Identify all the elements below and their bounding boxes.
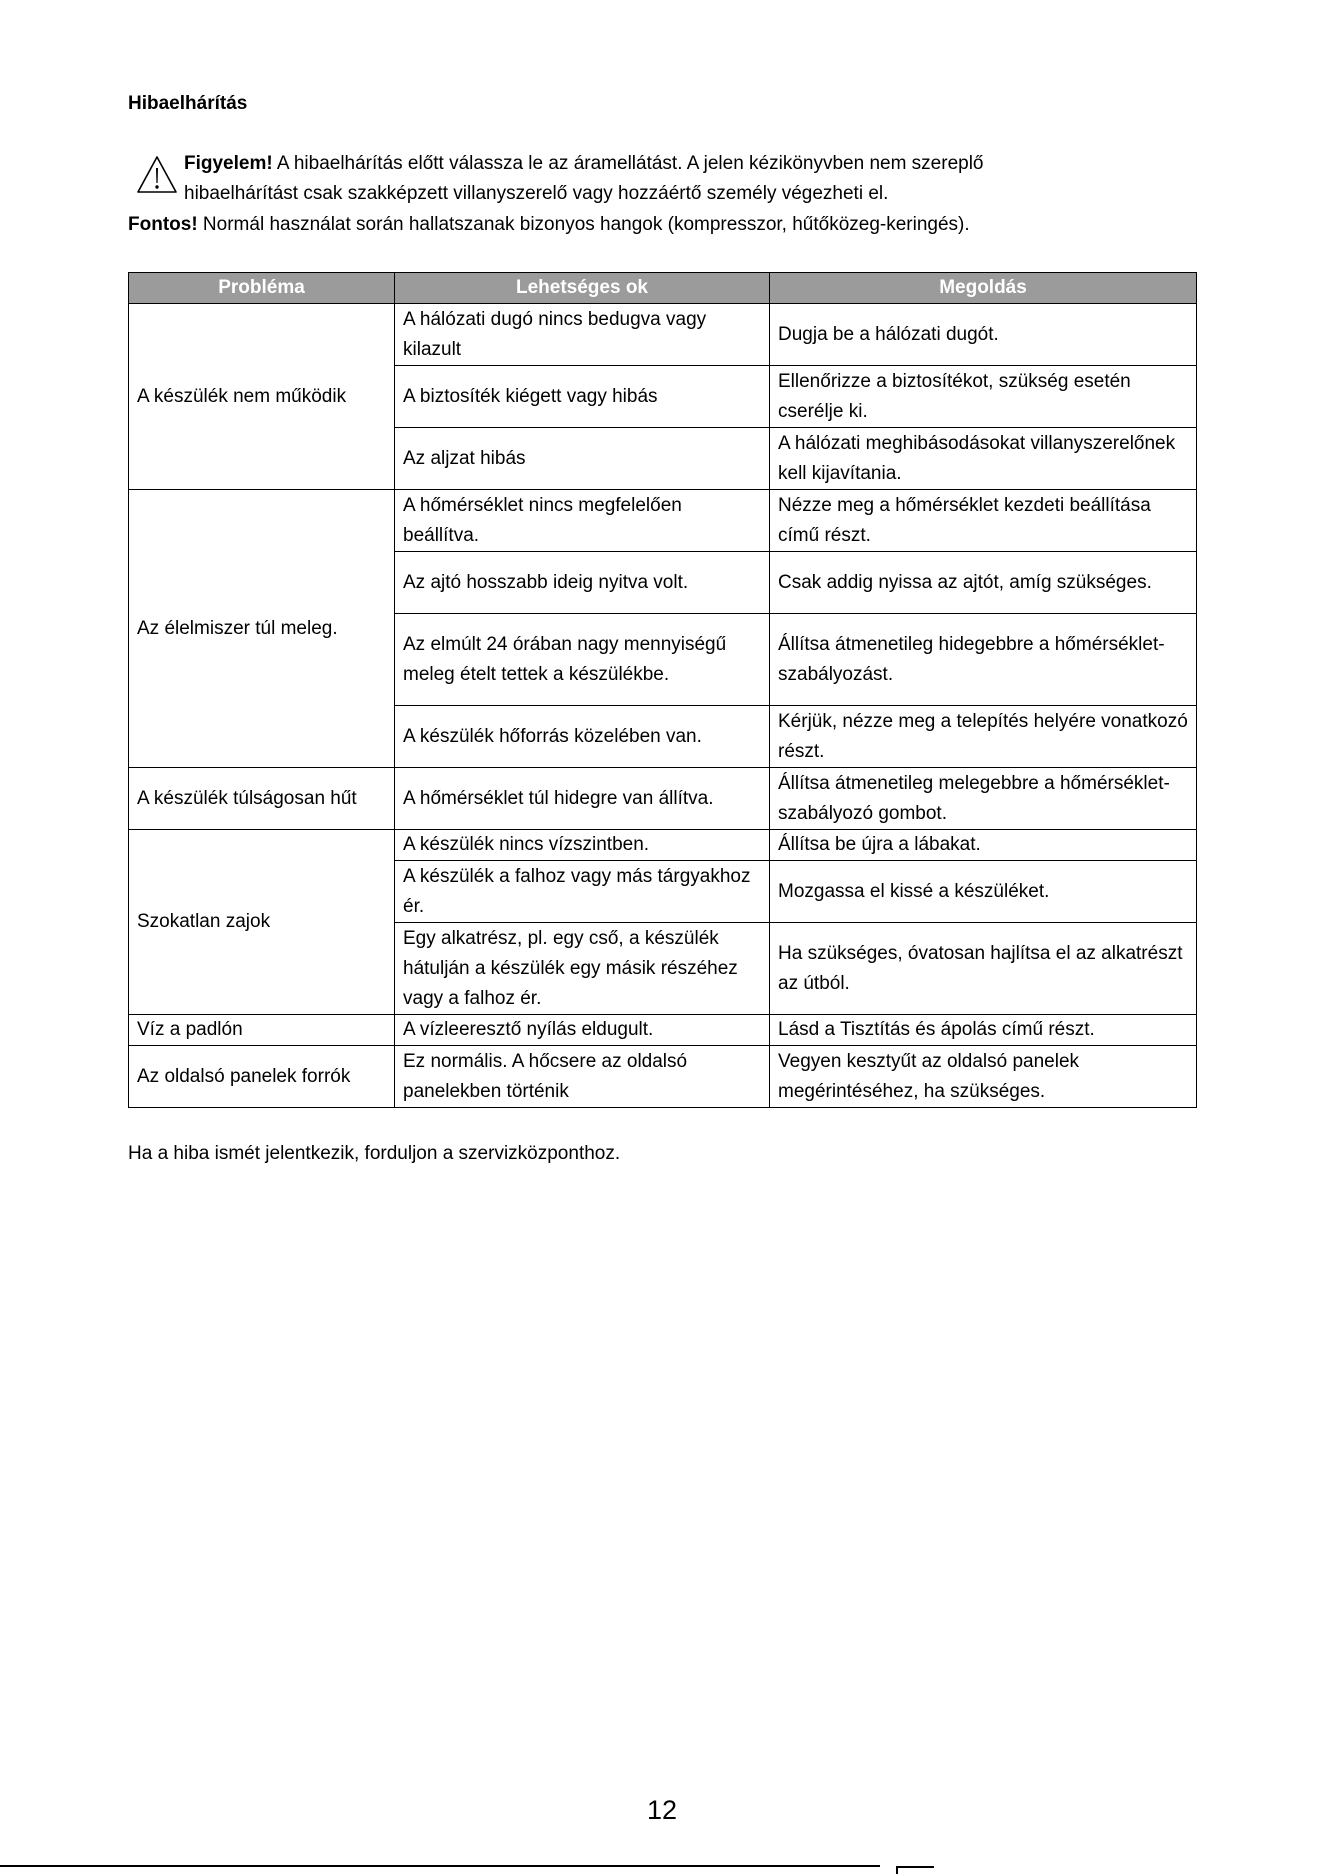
bottom-corner-mark: [896, 1866, 934, 1874]
table-row: [129, 768, 1197, 830]
table-row: [129, 490, 1197, 552]
bottom-rule: [0, 1865, 880, 1867]
solution-cell: Nézze meg a hőmérséklet kezdeti beállítása című részt.: [770, 490, 1197, 552]
problem-cell: Szokatlan zajok: [129, 830, 395, 1015]
solution-cell: Dugja be a hálózati dugót.: [770, 304, 1197, 366]
solution-cell: Mozgassa el kissé a készüléket.: [770, 861, 1197, 923]
cause-cell: Egy alkatrész, pl. egy cső, a készülék hátulján a készülék egy másik részéhez vagy a falhoz ér.: [395, 923, 770, 1015]
cause-cell: A készülék hőforrás közelében van.: [395, 706, 770, 768]
table-header-row: [129, 273, 1197, 304]
header-problem: Probléma: [129, 273, 395, 304]
solution-cell: Csak addig nyissa az ajtót, amíg szükséges.: [770, 552, 1197, 614]
solution-cell: Állítsa átmenetileg melegebbre a hőmérséklet-szabályozó gombot.: [770, 768, 1197, 830]
cause-cell: Az elmúlt 24 órában nagy mennyiségű meleg ételt tettek a készülékbe.: [395, 614, 770, 706]
table-row: [129, 830, 1197, 861]
problem-cell: Víz a padlón: [129, 1015, 395, 1046]
problem-cell: Az oldalsó panelek forrók: [129, 1046, 395, 1108]
cause-cell: A hálózati dugó nincs bedugva vagy kilazult: [395, 304, 770, 366]
footer-note: Ha a hiba ismét jelentkezik, forduljon a szervizközponthoz.: [128, 1143, 621, 1164]
cause-cell: A vízleeresztő nyílás eldugult.: [395, 1015, 770, 1046]
solution-cell: Állítsa be újra a lábakat.: [770, 830, 1197, 861]
header-solution: Megoldás: [770, 273, 1197, 304]
problem-cell: A készülék nem működik: [129, 304, 395, 490]
warning-triangle-icon: [135, 154, 179, 196]
cause-cell: A készülék a falhoz vagy más tárgyakhoz ér.: [395, 861, 770, 923]
solution-cell: Ellenőrizze a biztosítékot, szükség esetén cserélje ki.: [770, 366, 1197, 428]
cause-cell: A biztosíték kiégett vagy hibás: [395, 366, 770, 428]
warning-line-2: hibaelhárítást csak szakképzett villanyszerelő vagy hozzáértő személy végezheti el.: [184, 183, 889, 204]
solution-cell: Kérjük, nézze meg a telepítés helyére vonatkozó részt.: [770, 706, 1197, 768]
table-row: [129, 1015, 1197, 1046]
warning-lead: Figyelem!: [184, 153, 273, 174]
important-note: [128, 214, 970, 236]
table-row: [129, 1046, 1197, 1108]
problem-cell: A készülék túlságosan hűt: [129, 768, 395, 830]
important-lead: Fontos!: [128, 214, 198, 235]
cause-cell: A hőmérséklet túl hidegre van állítva.: [395, 768, 770, 830]
page-title: Hibaelhárítás: [128, 93, 248, 114]
solution-cell: Vegyen kesztyűt az oldalsó panelek megérintéséhez, ha szükséges.: [770, 1046, 1197, 1108]
solution-cell: Lásd a Tisztítás és ápolás című részt.: [770, 1015, 1197, 1046]
cause-cell: Az ajtó hosszabb ideig nyitva volt.: [395, 552, 770, 614]
cause-cell: A hőmérséklet nincs megfelelően beállítva.: [395, 490, 770, 552]
problem-cell: Az élelmiszer túl meleg.: [129, 490, 395, 768]
cause-cell: Az aljzat hibás: [395, 428, 770, 490]
solution-cell: Állítsa átmenetileg hidegebbre a hőmérséklet-szabályozást.: [770, 614, 1197, 706]
solution-cell: Ha szükséges, óvatosan hajlítsa el az alkatrészt az útból.: [770, 923, 1197, 1015]
header-cause: Lehetséges ok: [395, 273, 770, 304]
solution-cell: A hálózati meghibásodásokat villanyszerelőnek kell kijavítania.: [770, 428, 1197, 490]
warning-line-1: [184, 153, 984, 175]
warning-text-1: A hibaelhárítás előtt válassza le az áramellátást. A jelen kézikönyvben nem szereplő: [272, 153, 984, 174]
important-text: Normál használat során hallatszanak bizonyos hangok (kompresszor, hűtőközeg-keringés).: [197, 214, 970, 235]
cause-cell: A készülék nincs vízszintben.: [395, 830, 770, 861]
table-row: [129, 304, 1197, 366]
troubleshooting-table: [128, 272, 1197, 1108]
cause-cell: Ez normális. A hőcsere az oldalsó panelekben történik: [395, 1046, 770, 1108]
page-number: 12: [646, 1795, 678, 1825]
